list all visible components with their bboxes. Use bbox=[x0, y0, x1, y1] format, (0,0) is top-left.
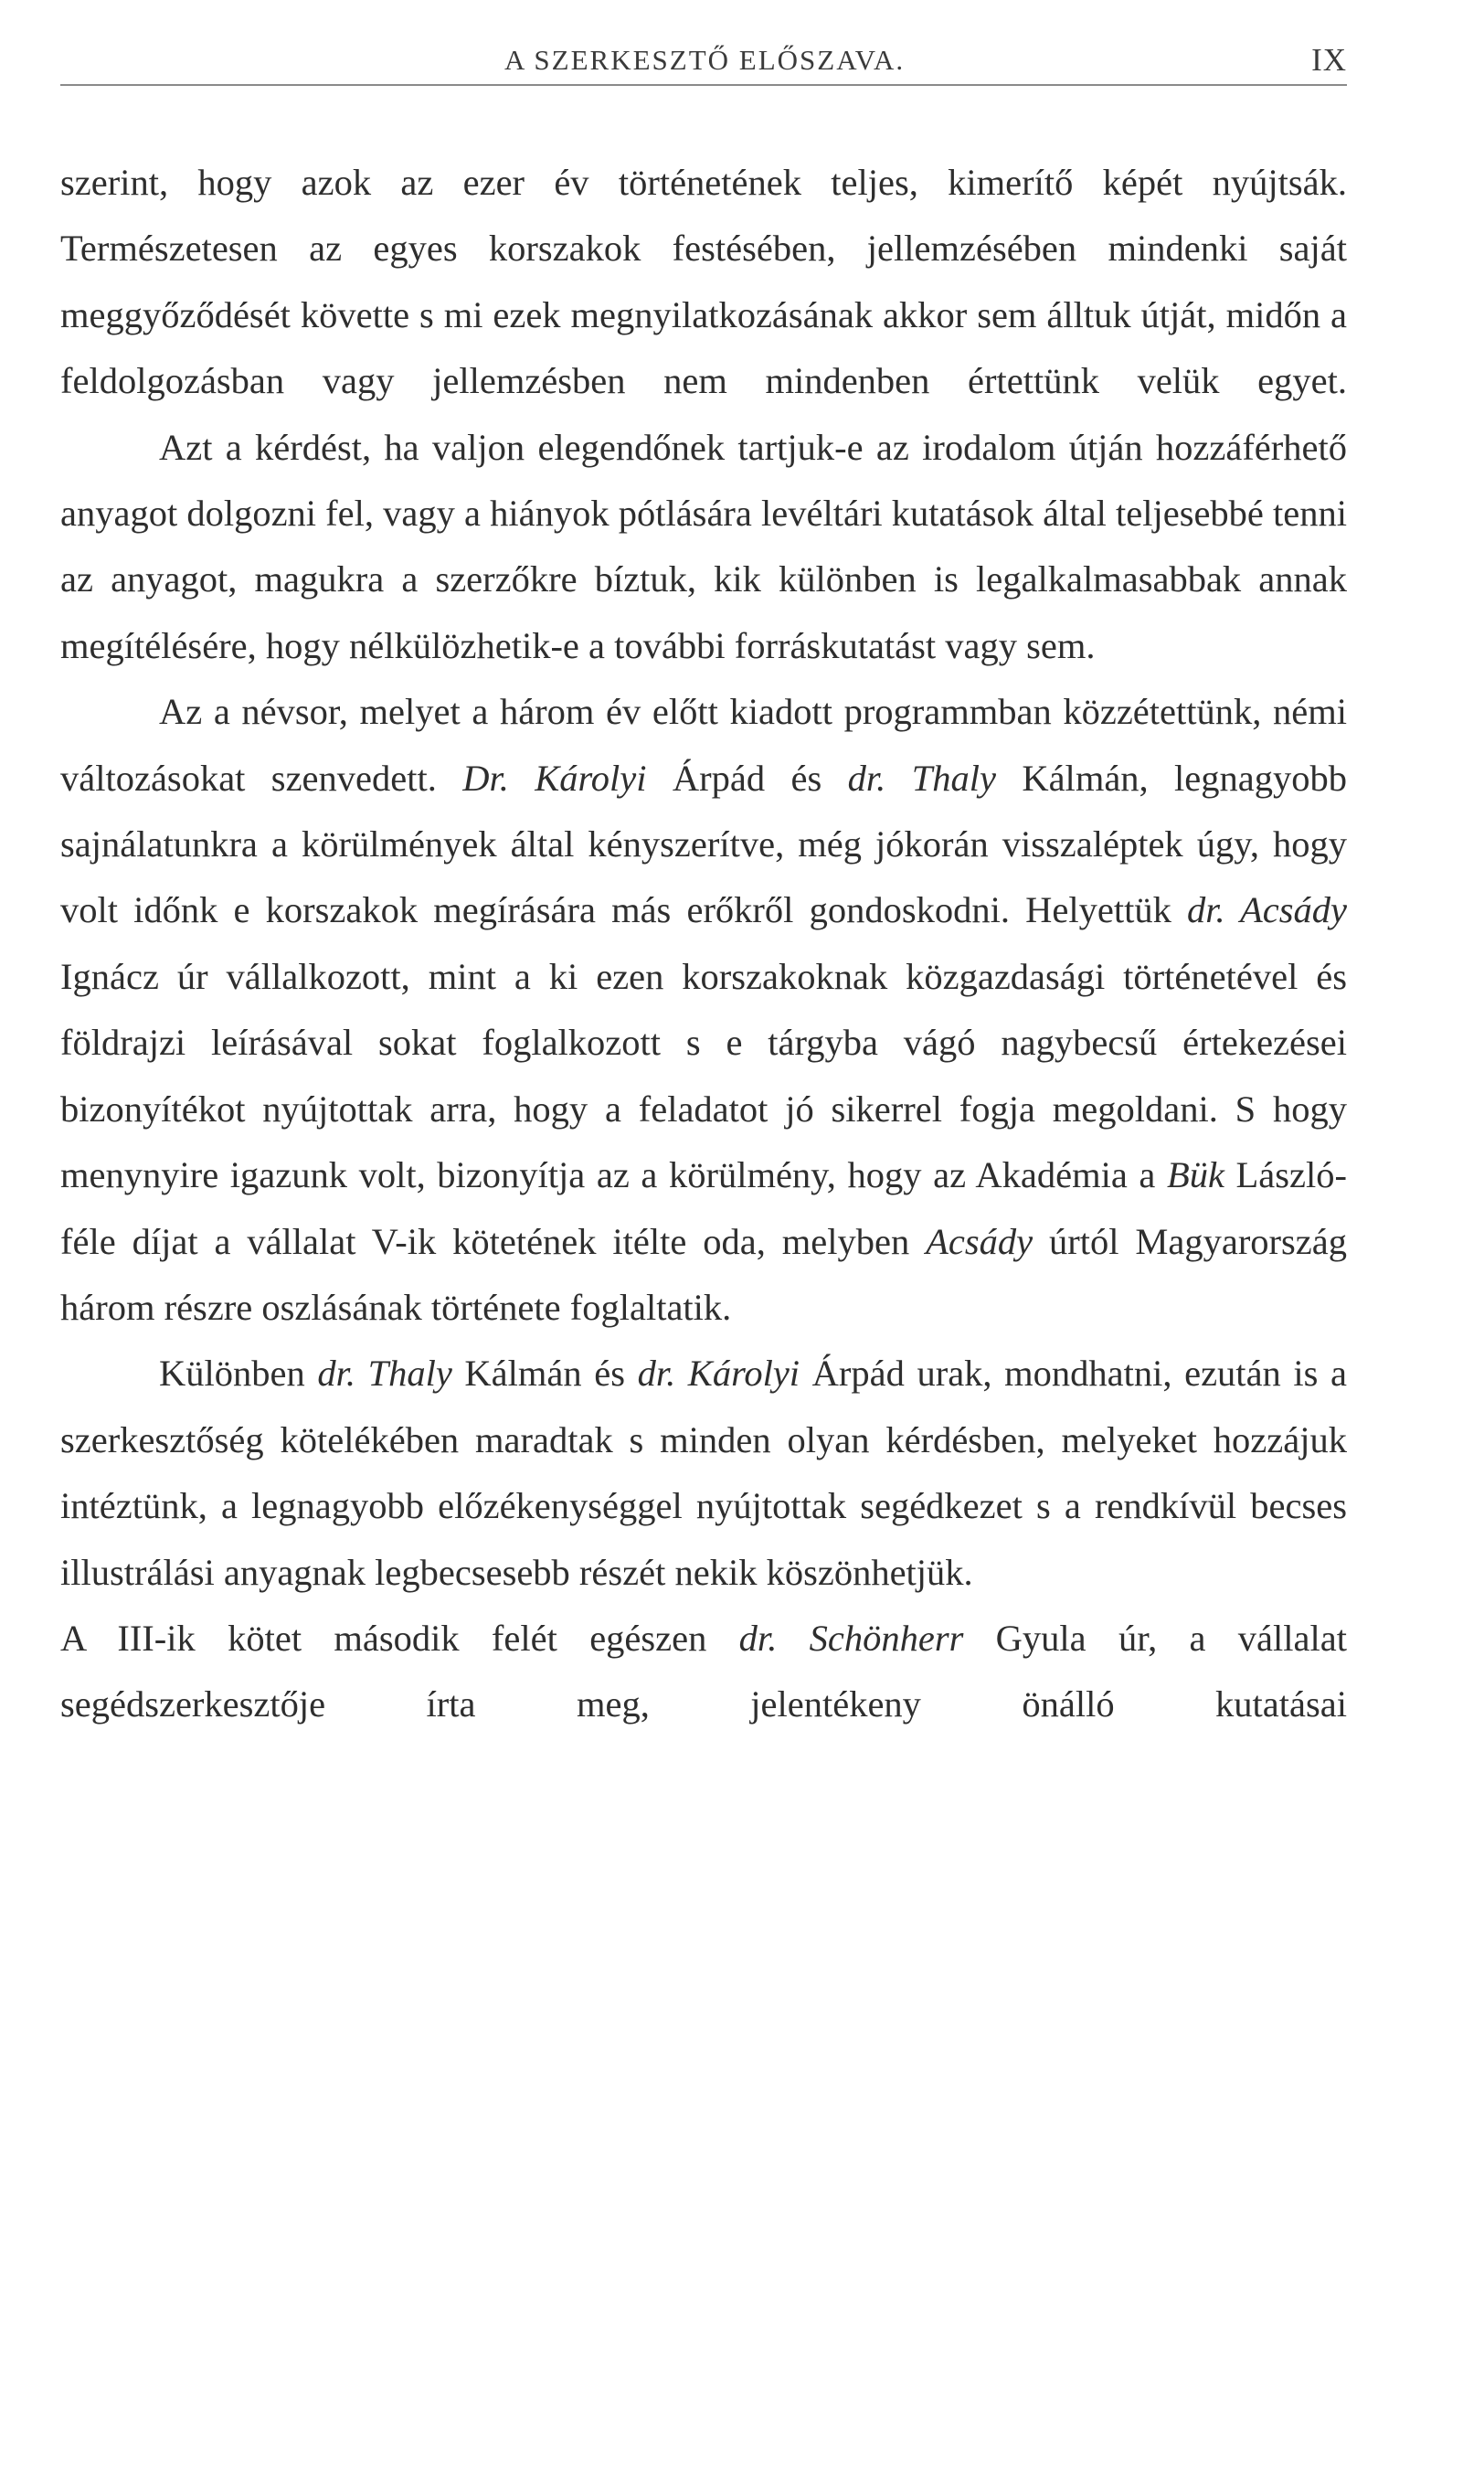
name-acsady: dr. Acsády bbox=[1186, 889, 1348, 931]
running-title: A SZERKESZTŐ ELŐSZAVA. bbox=[504, 44, 906, 76]
paragraph-5 bbox=[60, 1606, 1347, 1738]
paragraph-4 bbox=[60, 1341, 1347, 1606]
paragraph-5-text-1: A III-ik kötet második felét egészen bbox=[60, 1617, 739, 1659]
name-buk: Bük bbox=[1167, 1154, 1224, 1196]
name-schonherr: dr. Schönherr bbox=[738, 1617, 964, 1659]
running-header bbox=[60, 40, 1347, 86]
page-number: IX bbox=[1311, 42, 1347, 78]
paragraph-3-text-5: László-féle díjat a vállalat V-ik kötetének itélte oda, melyben bbox=[60, 1154, 1347, 1262]
paragraph-5-text-2: Gyula úr, a vállalat segédszerkesztője írta meg, jelentékeny önálló kutatásai bbox=[60, 1617, 1347, 1725]
name-karolyi-2: dr. Károlyi bbox=[637, 1353, 800, 1395]
name-acsady-2: Acsády bbox=[926, 1220, 1034, 1262]
paragraph-2: Azt a kérdést, ha valjon elegendőnek tartjuk-e az irodalom útján hozzáférhető anyagot dolgozni fel, vagy a hiányok pótlására levéltári kutatások által teljesebbé tenni az anyagot, magukra a szerzőkre bíztuk, kik különben is legalkalmasabbak annak megítélésére, hogy nélkülözhetik-e a további forráskutatást vagy sem. bbox=[60, 426, 1348, 666]
paragraph-3-text-6: úrtól Magyarország három részre oszlásának története foglaltatik. bbox=[60, 1220, 1348, 1328]
name-thaly-2: dr. Thaly bbox=[317, 1353, 452, 1395]
paragraph-3-text-3: Kálmán, legnagyobb sajnálatunkra a körülmények által kényszerítve, még jókorán visszaléptek úgy, hogy volt időnk e korszakok megírására más erőkről gondoskodni. Helyettük bbox=[60, 757, 1348, 931]
paragraph-3-text-4: Ignácz úr vállalkozott, mint a ki ezen korszakoknak közgazdasági történetével és földrajzi leírásával sokat foglalkozott s e tárgyba vágó nagybecsű értekezései bizonyítékot nyújtottak arra, hogy a feladatot jó sikerrel fogja megoldani. S hogy menynyire igazunk volt, bizonyítja az a körülmény, hogy az Akadémia a bbox=[60, 955, 1347, 1196]
paragraph-4-text-2: Kálmán és bbox=[451, 1353, 638, 1395]
paragraph-4-text-1: Különben bbox=[159, 1353, 318, 1395]
paragraph-3-text-1: Az a névsor, melyet a három év előtt kiadott programmban közzétettünk, némi változásokat szenvedett. bbox=[60, 691, 1347, 799]
name-thaly: dr. Thaly bbox=[847, 757, 996, 799]
name-karolyi: Dr. Károlyi bbox=[462, 757, 647, 799]
paragraph-4-text-3: Árpád urak, mondhatni, ezután is a szerkesztőség kötelékében maradtak s minden olyan kérdésben, melyeket hozzájuk intéztünk, a legnagyobb előzékenységgel nyújtottak segédkezet s a rendkívül becses illustrálási anyagnak legbecsesebb részét nekik köszönhetjük. bbox=[60, 1353, 1347, 1593]
paragraph-1: szerint, hogy azok az ezer év történetének teljes, kimerítő képét nyújtsák. Természetesen az egyes korszakok festésében, jellemzésében mindenki saját meggyőződését követte s mi ezek megnyilatkozásának akkor sem álltuk útját, midőn a feldolgozásban vagy jellemzésben nem mindenben értettünk velük egyet. bbox=[60, 162, 1347, 402]
paragraph-3-text-2: Árpád és bbox=[646, 757, 848, 799]
body-text bbox=[60, 150, 1347, 1738]
header-rule bbox=[60, 84, 1347, 86]
paragraph-3 bbox=[60, 679, 1347, 1341]
